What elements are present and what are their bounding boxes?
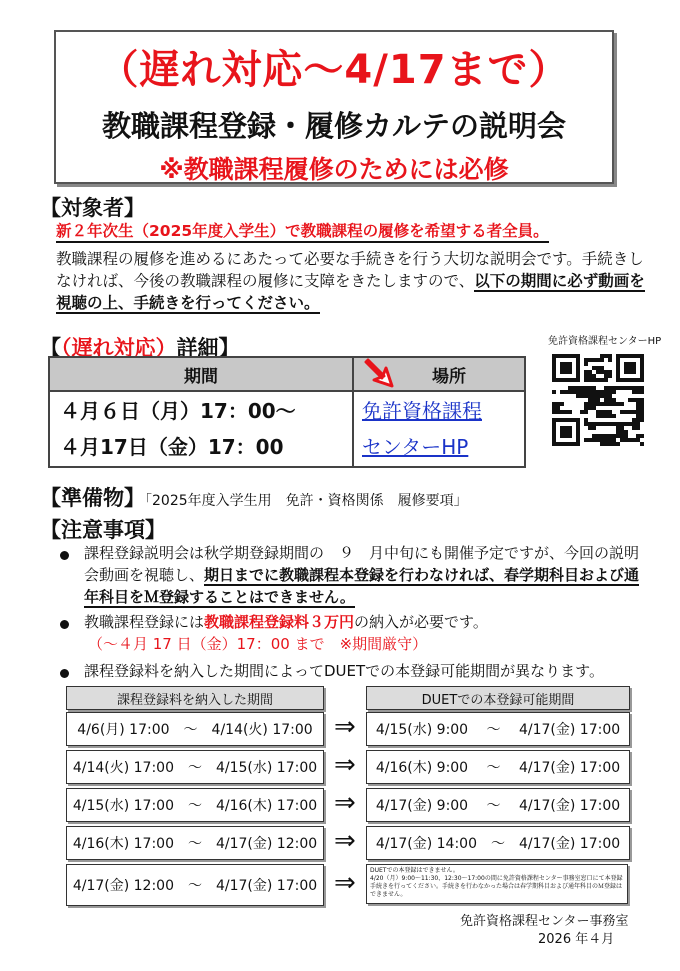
schedule-register-period: 4/15(水) 9:00 ～ 4/17(金) 17:00 xyxy=(366,712,630,746)
note-1-a: 課程登録説明会は秋学期登録期間の ９ 月中旬にも開催予定ですが、今回の説明会動画を視聴し、 xyxy=(84,544,640,584)
bullet-icon xyxy=(60,669,69,678)
target-body-a: 教職課程の履修を進めるにあたって必要な手続きを行う大切な説明会です。手続きしなければ、今後の教職課程の履修に支障をきたしますので、 xyxy=(56,250,644,290)
bullet-icon xyxy=(60,620,69,629)
pointer-arrow-icon xyxy=(362,356,396,390)
details-table xyxy=(48,356,526,468)
period-cell xyxy=(49,391,353,467)
right-arrow-icon: ⇒ xyxy=(334,712,356,742)
col-place-header xyxy=(353,357,525,391)
target-highlight: 新２年次生（2025年度入学生）で教職課程の履修を希望する者全員。 xyxy=(56,221,549,243)
notes-heading: 【注意事項】 xyxy=(40,518,166,542)
note-2-a: 教職課程登録には xyxy=(84,613,205,631)
target-body-b: 以下の期間に必ず動画を視聴の上、手続きを行ってください。 xyxy=(56,272,645,312)
footer-office: 免許資格課程センター事務室 xyxy=(460,914,629,929)
details-heading-rest: 詳細】 xyxy=(176,336,240,360)
bullet-icon xyxy=(60,551,69,560)
place-cell xyxy=(353,391,525,467)
place-link-line2[interactable]: センターHP xyxy=(362,435,469,459)
schedule-register-period: DUETでの本登録はできません。 4/20（月）9:00～11:30、12:30～17:00の間に免許資格課程センター事務室窓口にて本登録手続きを行ってください。手続きを行わなかった場合は春学期科目および通年科目のＭ登録はできません。 xyxy=(366,864,628,904)
prep-row xyxy=(40,482,468,512)
note-2-b: の納入が必要です。 xyxy=(354,613,488,631)
note-1-b: 期日までに教職課程本登録を行わなければ、春学期科目および通年科目をＭ登録することはできません。 xyxy=(84,566,640,606)
period-start: ４月６日（月）17：00～ xyxy=(60,399,296,423)
note-1 xyxy=(84,542,650,608)
details-heading-late: （遅れ対応） xyxy=(61,336,177,360)
prep-text: 「2025年度入学生用 免許・資格関係 履修要項」 xyxy=(145,493,468,509)
col-period-header: 期間 xyxy=(49,357,353,391)
qr-code-icon[interactable] xyxy=(552,354,644,446)
note-2-deadline: （～４月 17 日（金）17：00 まで ※期間厳守） xyxy=(88,635,428,653)
note-2 xyxy=(84,611,650,655)
title-required-note: ※教職課程履修のためには必修 xyxy=(159,155,509,184)
qr-caption: 免許資格課程センターHP xyxy=(548,336,662,347)
period-end: ４月17日（金）17：00 xyxy=(60,435,284,459)
col-place-label: 場所 xyxy=(432,366,466,387)
place-link-line1[interactable]: 免許資格課程 xyxy=(362,399,482,423)
schedule-header-left: 課程登録料を納入した期間 xyxy=(66,686,324,710)
target-heading: 【対象者】 xyxy=(40,196,145,220)
details-heading-open: 【 xyxy=(40,336,61,360)
footer-date: 2026 年４月 xyxy=(538,932,615,947)
title-late-notice: （遅れ対応～4/17まで） xyxy=(98,47,570,93)
schedule-pay-period: 4/15(水) 17:00 ～ 4/16(木) 17:00 xyxy=(66,788,324,822)
right-arrow-icon: ⇒ xyxy=(334,826,356,856)
page-title: 教職課程登録・履修カルテの説明会 xyxy=(101,109,566,143)
title-box xyxy=(54,30,614,184)
schedule-register-period: 4/17(金) 14:00 ～ 4/17(金) 17:00 xyxy=(366,826,630,860)
schedule-header-right: DUETでの本登録可能期間 xyxy=(366,686,630,710)
right-arrow-icon: ⇒ xyxy=(334,750,356,780)
right-arrow-icon: ⇒ xyxy=(334,868,356,898)
schedule-register-period: 4/17(金) 9:00 ～ 4/17(金) 17:00 xyxy=(366,788,630,822)
schedule-register-period: 4/16(木) 9:00 ～ 4/17(金) 17:00 xyxy=(366,750,630,784)
note-2-red: 教職課程登録料３万円 xyxy=(204,613,355,631)
note-3: 課程登録料を納入した期間によってDUETでの本登録可能期間が異なります。 xyxy=(84,662,604,680)
prep-heading: 【準備物】 xyxy=(40,486,145,510)
schedule-pay-period: 4/14(火) 17:00 ～ 4/15(水) 17:00 xyxy=(66,750,324,784)
schedule-pay-period: 4/17(金) 12:00 ～ 4/17(金) 17:00 xyxy=(66,864,324,906)
schedule-pay-period: 4/16(木) 17:00 ～ 4/17(金) 12:00 xyxy=(66,826,324,860)
schedule-pay-period: 4/6(月) 17:00 ～ 4/14(火) 17:00 xyxy=(66,712,324,746)
target-body xyxy=(56,248,648,314)
right-arrow-icon: ⇒ xyxy=(334,788,356,818)
